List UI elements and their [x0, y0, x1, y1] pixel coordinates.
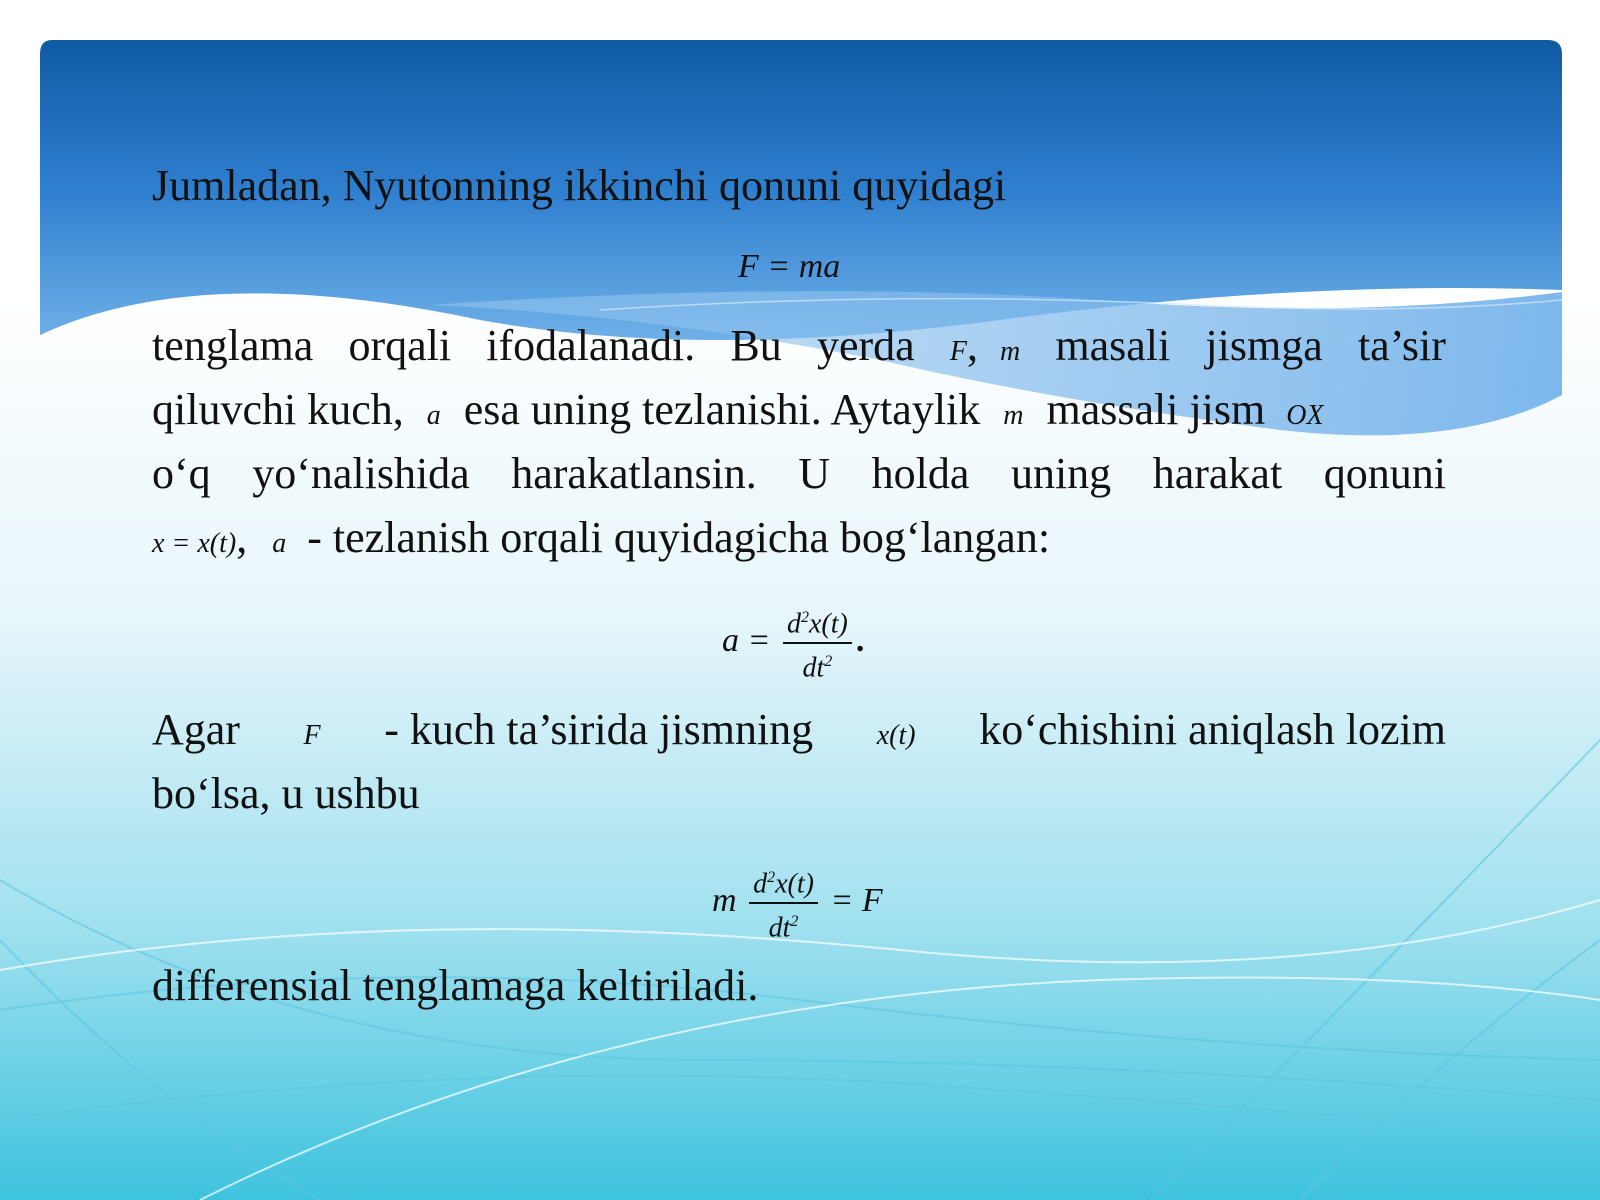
- superscript: 2: [824, 653, 833, 671]
- symbol-x-of-t: x(t): [775, 868, 814, 900]
- superscript: 2: [767, 869, 776, 886]
- variable-a: a: [272, 528, 287, 559]
- period: .: [855, 622, 865, 660]
- variable-m: m: [999, 336, 1021, 367]
- word: ta’sir: [1357, 321, 1446, 370]
- fraction-denominator: [802, 644, 832, 684]
- paragraph-line-5: [152, 510, 1446, 572]
- word: holda: [871, 449, 970, 498]
- paragraph-line-3: [152, 382, 1446, 444]
- superscript: 2: [790, 913, 799, 931]
- symbol-d: d: [786, 608, 801, 640]
- comma: ,: [966, 321, 978, 370]
- paragraph-line-2: [152, 318, 1446, 380]
- text-segment: - tezlanish orqali quyidagicha bog‘langan:: [307, 513, 1051, 562]
- fraction-denominator: [769, 904, 799, 944]
- word: qonuni: [1323, 449, 1446, 498]
- formula-lhs: m: [712, 882, 737, 920]
- variable-f: F: [949, 336, 967, 367]
- formula-rhs: = F: [830, 882, 883, 920]
- formula-differential-equation: [712, 862, 883, 945]
- symbol-x-of-t: x(t): [808, 608, 848, 640]
- symbol-group: [950, 318, 1020, 380]
- paragraph-line-6: [152, 702, 1446, 764]
- variable-x-of-t: x(t): [876, 720, 916, 751]
- variable-f: F: [303, 720, 321, 751]
- variable-a: a: [426, 400, 441, 431]
- word: harakatlansin.: [511, 449, 757, 498]
- word: yo‘nalishida: [252, 449, 470, 498]
- text-segment: Agar: [152, 705, 240, 754]
- formula-newton-second-law: F = ma: [738, 248, 841, 285]
- text-segment: ko‘chishini aniqlash lozim: [979, 705, 1446, 754]
- paragraph-line-1: Jumladan, Nyutonning ikkinchi qonuni quyidagi: [152, 161, 1007, 210]
- formula-lhs: a =: [722, 622, 771, 660]
- text-segment: qiluvchi kuch,: [152, 385, 404, 434]
- superscript: 2: [800, 609, 809, 626]
- variable-ox: OX: [1286, 400, 1324, 431]
- word: jismga: [1205, 321, 1323, 370]
- word: orqali: [348, 321, 452, 370]
- word: harakat: [1152, 449, 1283, 498]
- word: ifodalanadi.: [486, 321, 696, 370]
- word: U: [798, 449, 831, 498]
- symbol-d: d: [753, 868, 768, 900]
- formula-acceleration: [722, 602, 864, 685]
- word: yerda: [816, 321, 915, 370]
- fraction: [749, 862, 818, 945]
- variable-m: m: [1003, 400, 1024, 431]
- fraction-numerator: [783, 602, 852, 644]
- word: o‘q: [152, 449, 211, 498]
- comma: ,: [236, 513, 248, 562]
- symbol-dt: dt: [802, 652, 825, 684]
- word: Bu: [730, 321, 782, 370]
- word: masali: [1055, 321, 1171, 370]
- symbol-dt: dt: [768, 912, 791, 944]
- fraction: [783, 602, 852, 685]
- text-segment: esa uning tezlanishi. Aytaylik: [463, 385, 981, 434]
- fraction-numerator: [749, 862, 818, 904]
- word: tenglama: [152, 321, 314, 370]
- word: uning: [1010, 449, 1112, 498]
- text-segment: massali jism: [1046, 385, 1266, 434]
- variable-x-of-t: x = x(t): [152, 528, 237, 559]
- text-segment: - kuch ta’sirida jismning: [384, 705, 814, 754]
- paragraph-line-7: bo‘lsa, u ushbu: [152, 769, 420, 818]
- paragraph-line-8: differensial tenglamaga keltiriladi.: [152, 961, 759, 1010]
- paragraph-line-4: [152, 446, 1446, 502]
